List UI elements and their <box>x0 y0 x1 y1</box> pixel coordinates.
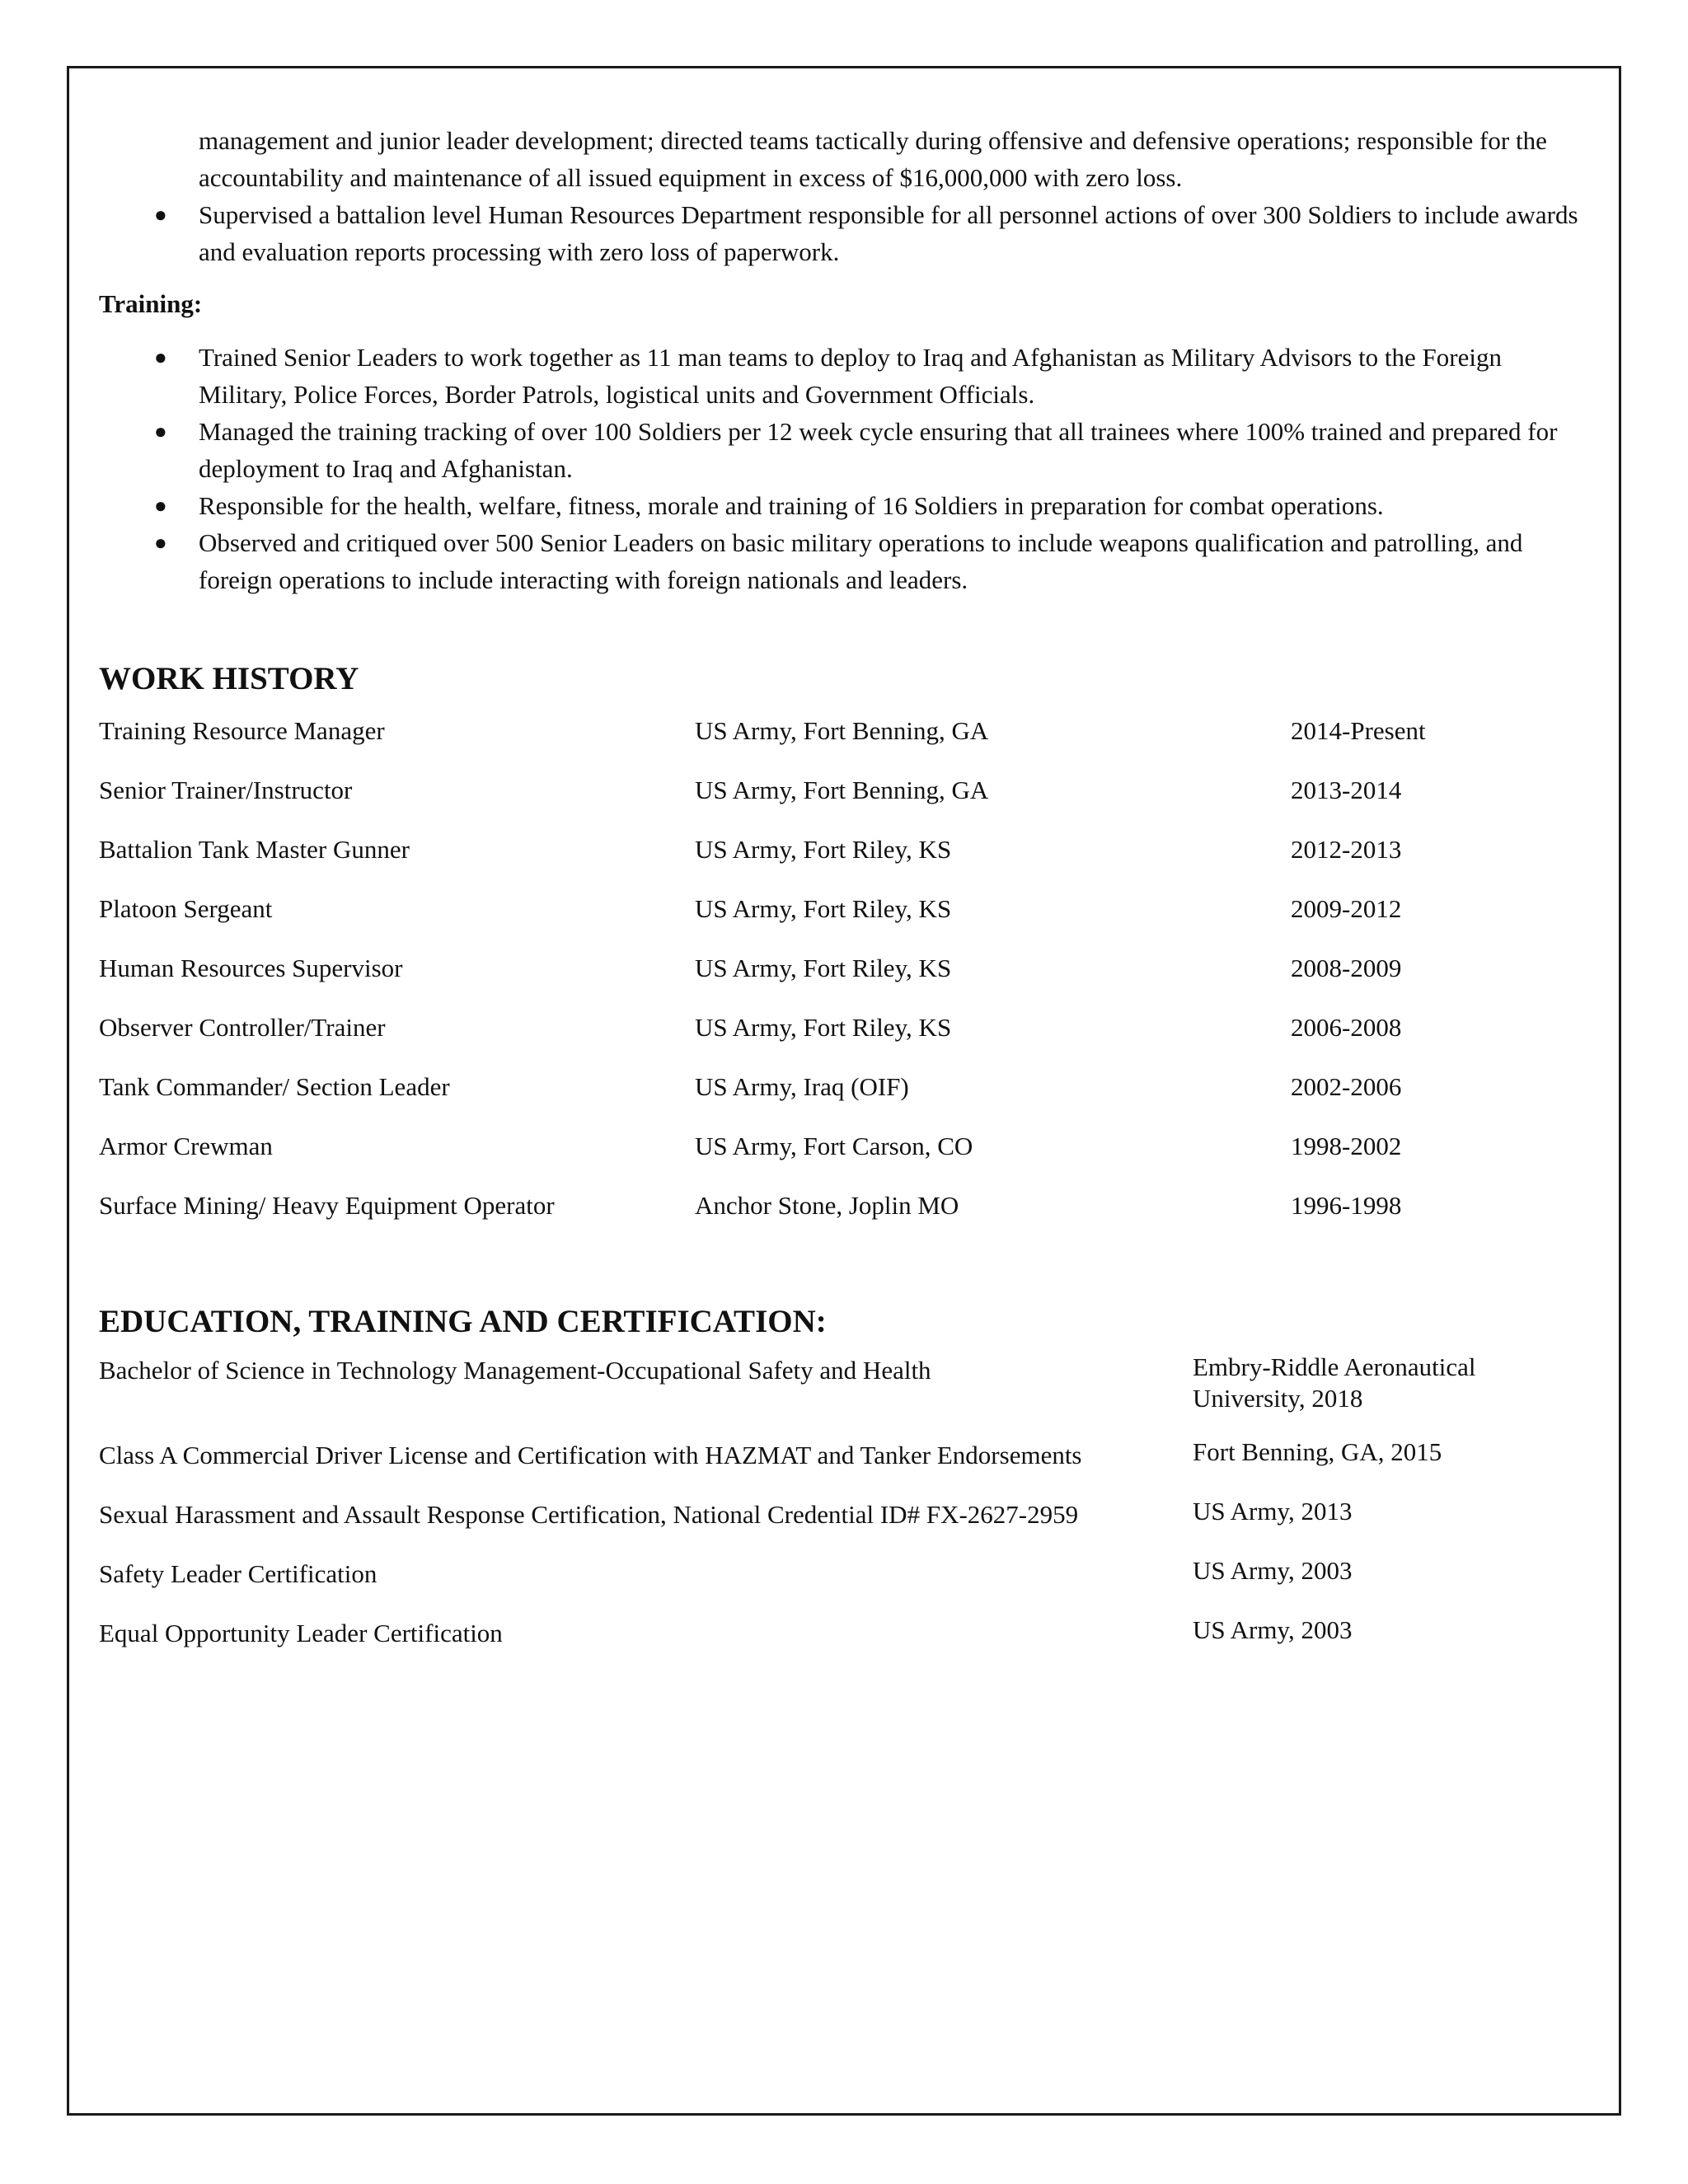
job-title: Training Resource Manager <box>99 716 385 745</box>
job-dates: 2012-2013 <box>1291 835 1402 864</box>
list-item <box>99 339 1582 413</box>
education-row <box>99 1352 1582 1414</box>
job-dates: 2014-Present <box>1291 716 1426 745</box>
bullet-icon: ● <box>154 531 167 555</box>
work-history-row <box>99 1127 1582 1187</box>
education-item: Sexual Harassment and Assault Response Certification, National Credential ID# FX-2627-2959 <box>99 1500 1079 1529</box>
work-history-row <box>99 1068 1582 1127</box>
job-title: Battalion Tank Master Gunner <box>99 835 410 864</box>
continued-paragraph: management and junior leader development; directed teams tactically during offensive and defensive operations; responsible for the accountability and maintenance of all issued equipment in excess of $16,000,000 with zero loss. <box>199 126 1547 192</box>
job-title: Human Resources Supervisor <box>99 954 403 982</box>
employer: US Army, Fort Riley, KS <box>695 954 952 982</box>
list-item <box>99 524 1582 598</box>
employer: US Army, Fort Benning, GA <box>695 716 989 745</box>
job-title: Observer Controller/Trainer <box>99 1013 386 1042</box>
bullet-text: Managed the training tracking of over 100 Soldiers per 12 week cycle ensuring that all trainees where 100% trained and prepared for deployment to Iraq and Afghanistan. <box>199 417 1558 483</box>
work-history-table <box>99 712 1582 1246</box>
work-history-row <box>99 1009 1582 1068</box>
bullet-text: Trained Senior Leaders to work together as 11 man teams to deploy to Iraq and Afghanistan as Military Advisors to the Foreign Military, Police Forces, Border Patrols, logistical units and Government Officials. <box>199 343 1502 409</box>
bullet-text: Observed and critiqued over 500 Senior Leaders on basic military operations to include weapons qualification and patrolling, and foreign operations to include interacting with foreign nationals and leaders. <box>199 528 1523 594</box>
work-history-row <box>99 771 1582 831</box>
work-history-heading: WORK HISTORY <box>99 661 359 696</box>
education-source: Embry-Riddle Aeronautical University, 2018 <box>1193 1352 1476 1413</box>
work-history-row <box>99 949 1582 1009</box>
education-item: Bachelor of Science in Technology Management-Occupational Safety and Health <box>99 1356 931 1385</box>
education-source: Fort Benning, GA, 2015 <box>1193 1437 1442 1466</box>
employer: US Army, Fort Riley, KS <box>695 1013 952 1042</box>
list-item <box>99 196 1582 270</box>
resume-page <box>99 122 1582 1674</box>
education-row <box>99 1496 1582 1533</box>
job-dates: 2008-2009 <box>1291 954 1402 982</box>
job-dates: 1998-2002 <box>1291 1132 1402 1160</box>
education-row <box>99 1615 1582 1652</box>
employer: US Army, Fort Riley, KS <box>695 894 952 923</box>
training-bullet-list <box>99 339 1582 598</box>
employer: US Army, Fort Riley, KS <box>695 835 952 864</box>
training-heading: Training: <box>99 289 203 318</box>
employer: Anchor Stone, Joplin MO <box>695 1191 959 1220</box>
job-dates: 2009-2012 <box>1291 894 1402 923</box>
education-source: US Army, 2013 <box>1193 1497 1353 1526</box>
education-heading: EDUCATION, TRAINING AND CERTIFICATION: <box>99 1304 827 1339</box>
education-row <box>99 1555 1582 1592</box>
job-title: Armor Crewman <box>99 1132 273 1160</box>
work-history-row <box>99 1187 1582 1246</box>
job-title: Tank Commander/ Section Leader <box>99 1072 450 1101</box>
employer: US Army, Iraq (OIF) <box>695 1072 909 1101</box>
intro-bullet-list <box>99 196 1582 270</box>
work-history-row <box>99 890 1582 949</box>
education-item: Equal Opportunity Leader Certification <box>99 1619 503 1647</box>
job-dates: 2006-2008 <box>1291 1013 1402 1042</box>
employer: US Army, Fort Carson, CO <box>695 1132 973 1160</box>
bullet-text: Responsible for the health, welfare, fitness, morale and training of 16 Soldiers in preparation for combat operations. <box>199 491 1384 520</box>
bullet-icon: ● <box>154 419 167 443</box>
employer: US Army, Fort Benning, GA <box>695 776 989 804</box>
education-item: Safety Leader Certification <box>99 1559 377 1588</box>
job-dates: 2002-2006 <box>1291 1072 1402 1101</box>
bullet-icon: ● <box>154 494 167 518</box>
list-item <box>99 413 1582 487</box>
education-item: Class A Commercial Driver License and Certification with HAZMAT and Tanker Endorsements <box>99 1441 1082 1469</box>
bullet-text: Supervised a battalion level Human Resources Department responsible for all personnel actions of over 300 Soldiers to include awards and evaluation reports processing with zero loss of paperwork. <box>199 200 1578 266</box>
job-dates: 2013-2014 <box>1291 776 1402 804</box>
bullet-icon: ● <box>154 203 167 227</box>
education-row <box>99 1436 1582 1474</box>
education-table <box>99 1352 1582 1652</box>
education-source: US Army, 2003 <box>1193 1615 1353 1644</box>
education-source: US Army, 2003 <box>1193 1556 1353 1585</box>
job-title: Platoon Sergeant <box>99 894 273 923</box>
job-title: Senior Trainer/Instructor <box>99 776 353 804</box>
list-item <box>99 487 1582 524</box>
work-history-row <box>99 712 1582 771</box>
job-title: Surface Mining/ Heavy Equipment Operator <box>99 1191 555 1220</box>
job-dates: 1996-1998 <box>1291 1191 1402 1220</box>
bullet-icon: ● <box>154 345 167 369</box>
work-history-row <box>99 831 1582 890</box>
